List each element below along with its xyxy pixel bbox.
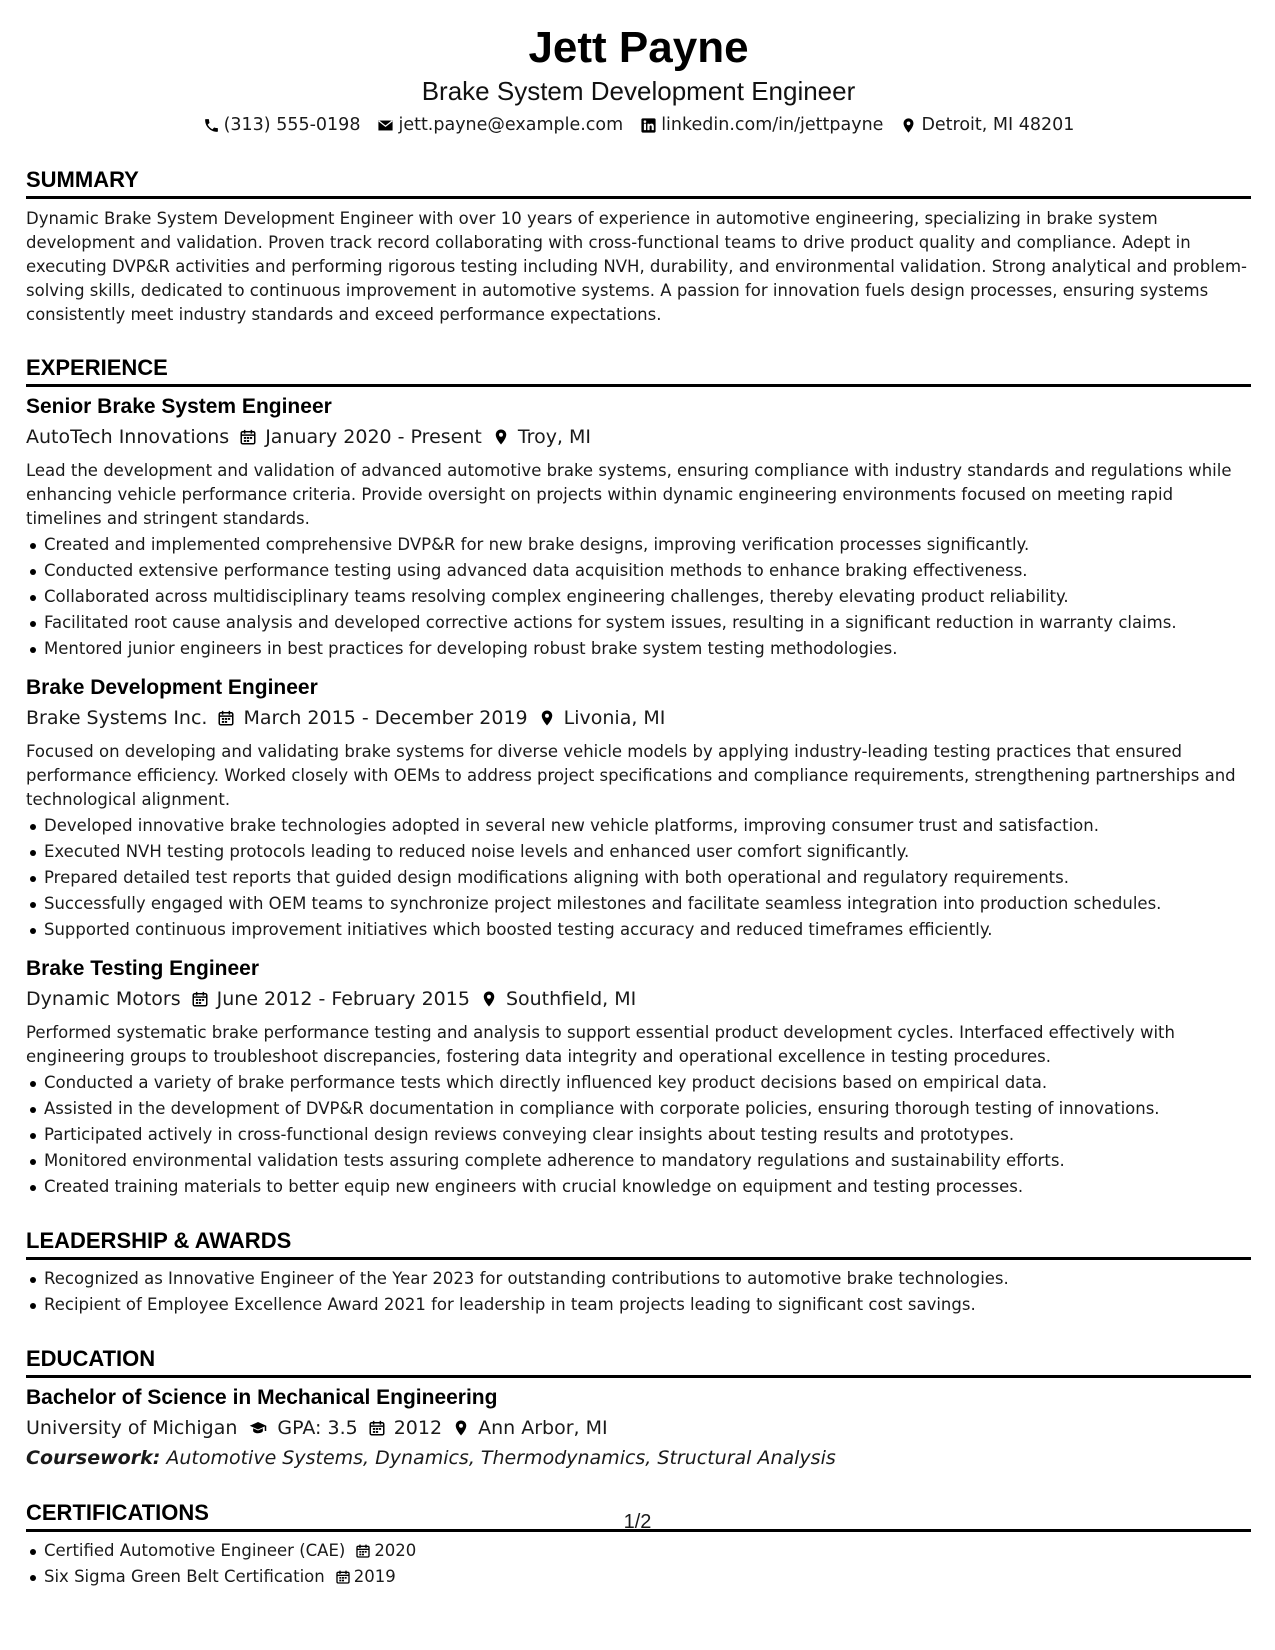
resume-page: [26, 22, 1251, 1590]
bullet-item: Conducted extensive performance testing using advanced data acquisition methods to enhance braking effectiveness.: [26, 558, 1251, 584]
bullet-item: Created and implemented comprehensive DVP&R for new brake designs, improving verification processes significantly.: [26, 532, 1251, 558]
contact-linkedin[interactable]: [640, 113, 883, 137]
job-location: [538, 704, 666, 732]
section-heading: SUMMARY: [26, 167, 1251, 199]
job-location: [492, 423, 591, 451]
job-dates: [239, 423, 482, 451]
calendar-icon: [239, 428, 257, 446]
job-entry: [26, 955, 1251, 1200]
date-range: March 2015 - December 2019: [243, 707, 528, 729]
coursework-label: Coursework:: [26, 1447, 161, 1469]
certification-year: [335, 1564, 396, 1590]
bullet-item: Mentored junior engineers in best practices for developing robust brake system testing methodologies.: [26, 636, 1251, 662]
phone-number: (313) 555-0198: [223, 115, 361, 135]
company-name: Brake Systems Inc.: [26, 707, 208, 729]
bullet-item: Facilitated root cause analysis and developed corrective actions for system issues, resulting in a significant reduction in warranty claims.: [26, 610, 1251, 636]
certification-list: [26, 1538, 1251, 1590]
section-heading: CERTIFICATIONS: [26, 1500, 1251, 1532]
location-text: Troy, MI: [517, 426, 592, 448]
contact-bar: [26, 113, 1251, 137]
job-description: Focused on developing and validating brake systems for diverse vehicle models by applying industry-leading testing practices that ensured performance efficiency. Worked closely with OEMs to address project specifications and compliance requirements, strengthening partnerships and technological alignment.: [26, 742, 1236, 809]
contact-phone[interactable]: [203, 113, 361, 137]
envelope-icon: [377, 117, 394, 134]
bullet-item: Executed NVH testing protocols leading to reduced noise levels and enhanced user comfort significantly.: [26, 839, 1251, 865]
map-pin-icon: [452, 1419, 470, 1437]
calendar-icon: [368, 1419, 386, 1437]
contact-email[interactable]: [377, 113, 623, 137]
bullet-item: Recognized as Innovative Engineer of the Year 2023 for outstanding contributions to automotive brake technologies.: [26, 1266, 1251, 1292]
job-dates: [191, 985, 470, 1013]
education-section: [26, 1346, 1251, 1472]
coursework-list: Automotive Systems, Dynamics, Thermodynamics, Structural Analysis: [166, 1447, 836, 1469]
email-address: jett.payne@example.com: [398, 115, 624, 135]
candidate-name: Jett Payne: [528, 23, 749, 72]
contact-location: [900, 113, 1074, 137]
job-location: [480, 985, 636, 1013]
education-entry: [26, 1384, 1251, 1472]
coursework-line: [26, 1444, 1251, 1472]
summary-text: Dynamic Brake System Development Engineer with over 10 years of experience in automotive engineering, specializing in brake system development and validation. Proven track record collaborating with cross-functional teams to drive product quality and compliance. Adept in executing DVP&R activities and performing rigorous testing including NVH, durability, and environmental validation. Strong analytical and problem-solving skills, dedicated to continuous improvement in automotive systems. A passion for innovation fuels design processes, ensuring systems consistently meet industry standards and exceed performance expectations.: [26, 209, 1247, 324]
map-pin-icon: [492, 428, 510, 446]
job-meta: [26, 423, 1251, 451]
section-heading: EXPERIENCE: [26, 355, 1251, 387]
degree-title: Bachelor of Science in Mechanical Engineering: [26, 1386, 498, 1409]
date-range: January 2020 - Present: [265, 426, 482, 448]
page-number: 1/2: [623, 1511, 652, 1533]
company-name: Dynamic Motors: [26, 988, 181, 1010]
bullet-item: Collaborated across multidisciplinary teams resolving complex engineering challenges, thereby elevating product reliability.: [26, 584, 1251, 610]
year-value: 2019: [353, 1567, 396, 1586]
bullet-item: Prepared detailed test reports that guided design modifications aligning with both operational and regulatory requirements.: [26, 865, 1251, 891]
bullet-item: Participated actively in cross-functional design reviews conveying clear insights about testing results and prototypes.: [26, 1122, 1251, 1148]
job-title: Brake Testing Engineer: [26, 957, 260, 980]
bullet-item: Developed innovative brake technologies adopted in several new vehicle platforms, improving consumer trust and satisfaction.: [26, 813, 1251, 839]
certification-item: [26, 1564, 1251, 1590]
location-text: Detroit, MI 48201: [921, 115, 1075, 135]
bullet-item: Recipient of Employee Excellence Award 2021 for leadership in team projects leading to significant cost savings.: [26, 1292, 1251, 1318]
certification-year: [355, 1538, 416, 1564]
job-bullets: [26, 1070, 1251, 1200]
calendar-icon: [217, 709, 235, 727]
job-entry: [26, 393, 1251, 662]
job-entry: [26, 674, 1251, 943]
section-heading: LEADERSHIP & AWARDS: [26, 1228, 1251, 1260]
calendar-icon: [335, 1569, 351, 1585]
location-text: Southfield, MI: [505, 988, 637, 1010]
job-bullets: [26, 532, 1251, 662]
map-pin-icon: [480, 990, 498, 1008]
education-meta: [26, 1414, 1251, 1442]
location-text: Livonia, MI: [563, 707, 666, 729]
bullet-item: Monitored environmental validation tests assuring complete adherence to mandatory regulations and sustainability efforts.: [26, 1148, 1251, 1174]
bullet-item: Supported continuous improvement initiatives which boosted testing accuracy and reduced timeframes efficiently.: [26, 917, 1251, 943]
bullet-item: Successfully engaged with OEM teams to synchronize project milestones and facilitate seamless integration into production schedules.: [26, 891, 1251, 917]
date-range: June 2012 - February 2015: [216, 988, 470, 1010]
bullet-item: Assisted in the development of DVP&R documentation in compliance with corporate policies, ensuring thorough testing of innovations.: [26, 1096, 1251, 1122]
job-meta: [26, 704, 1251, 732]
calendar-icon: [355, 1543, 371, 1559]
leadership-section: [26, 1228, 1251, 1318]
map-pin-icon: [900, 117, 917, 134]
bullet-item: Created training materials to better equip new engineers with crucial knowledge on equipment and testing processes.: [26, 1174, 1251, 1200]
education-gpa: [247, 1414, 357, 1442]
gpa-value: GPA: 3.5: [277, 1417, 358, 1439]
linkedin-icon: [640, 117, 657, 134]
job-title: Brake Development Engineer: [26, 676, 318, 699]
section-heading: EDUCATION: [26, 1346, 1251, 1378]
job-meta: [26, 985, 1251, 1013]
education-year: [368, 1414, 442, 1442]
calendar-icon: [191, 990, 209, 1008]
year-value: 2020: [374, 1541, 417, 1560]
education-location: [452, 1414, 608, 1442]
linkedin-url: linkedin.com/in/jettpayne: [661, 115, 884, 135]
certification-name: Six Sigma Green Belt Certification: [44, 1567, 325, 1586]
job-dates: [217, 704, 527, 732]
summary-section: [26, 167, 1251, 327]
location-text: Ann Arbor, MI: [478, 1417, 608, 1439]
job-description: Performed systematic brake performance testing and analysis to support essential product development cycles. Interfaced effectively with engineering groups to troubleshoot discrepancies, fostering data integrity and operational excellence in testing procedures.: [26, 1023, 1175, 1066]
graduation-year: 2012: [393, 1417, 443, 1439]
job-description: Lead the development and validation of advanced automotive brake systems, ensuring compliance with industry standards and regulations while enhancing vehicle performance criteria. Provide oversight on projects within dynamic engineering environments focused on meeting rapid timelines and stringent standards.: [26, 461, 1232, 528]
company-name: AutoTech Innovations: [26, 426, 230, 448]
certification-item: [26, 1538, 1251, 1564]
bullet-item: Conducted a variety of brake performance tests which directly influenced key product decisions based on empirical data.: [26, 1070, 1251, 1096]
job-title: Senior Brake System Engineer: [26, 395, 332, 418]
resume-header: [26, 22, 1251, 137]
experience-section: [26, 355, 1251, 1200]
graduation-cap-icon: [247, 1419, 269, 1437]
phone-icon: [203, 117, 220, 134]
map-pin-icon: [538, 709, 556, 727]
certification-name: Certified Automotive Engineer (CAE): [44, 1541, 346, 1560]
award-bullets: [26, 1266, 1251, 1318]
job-bullets: [26, 813, 1251, 943]
school-name: University of Michigan: [26, 1417, 238, 1439]
candidate-title: Brake System Development Engineer: [421, 76, 856, 106]
